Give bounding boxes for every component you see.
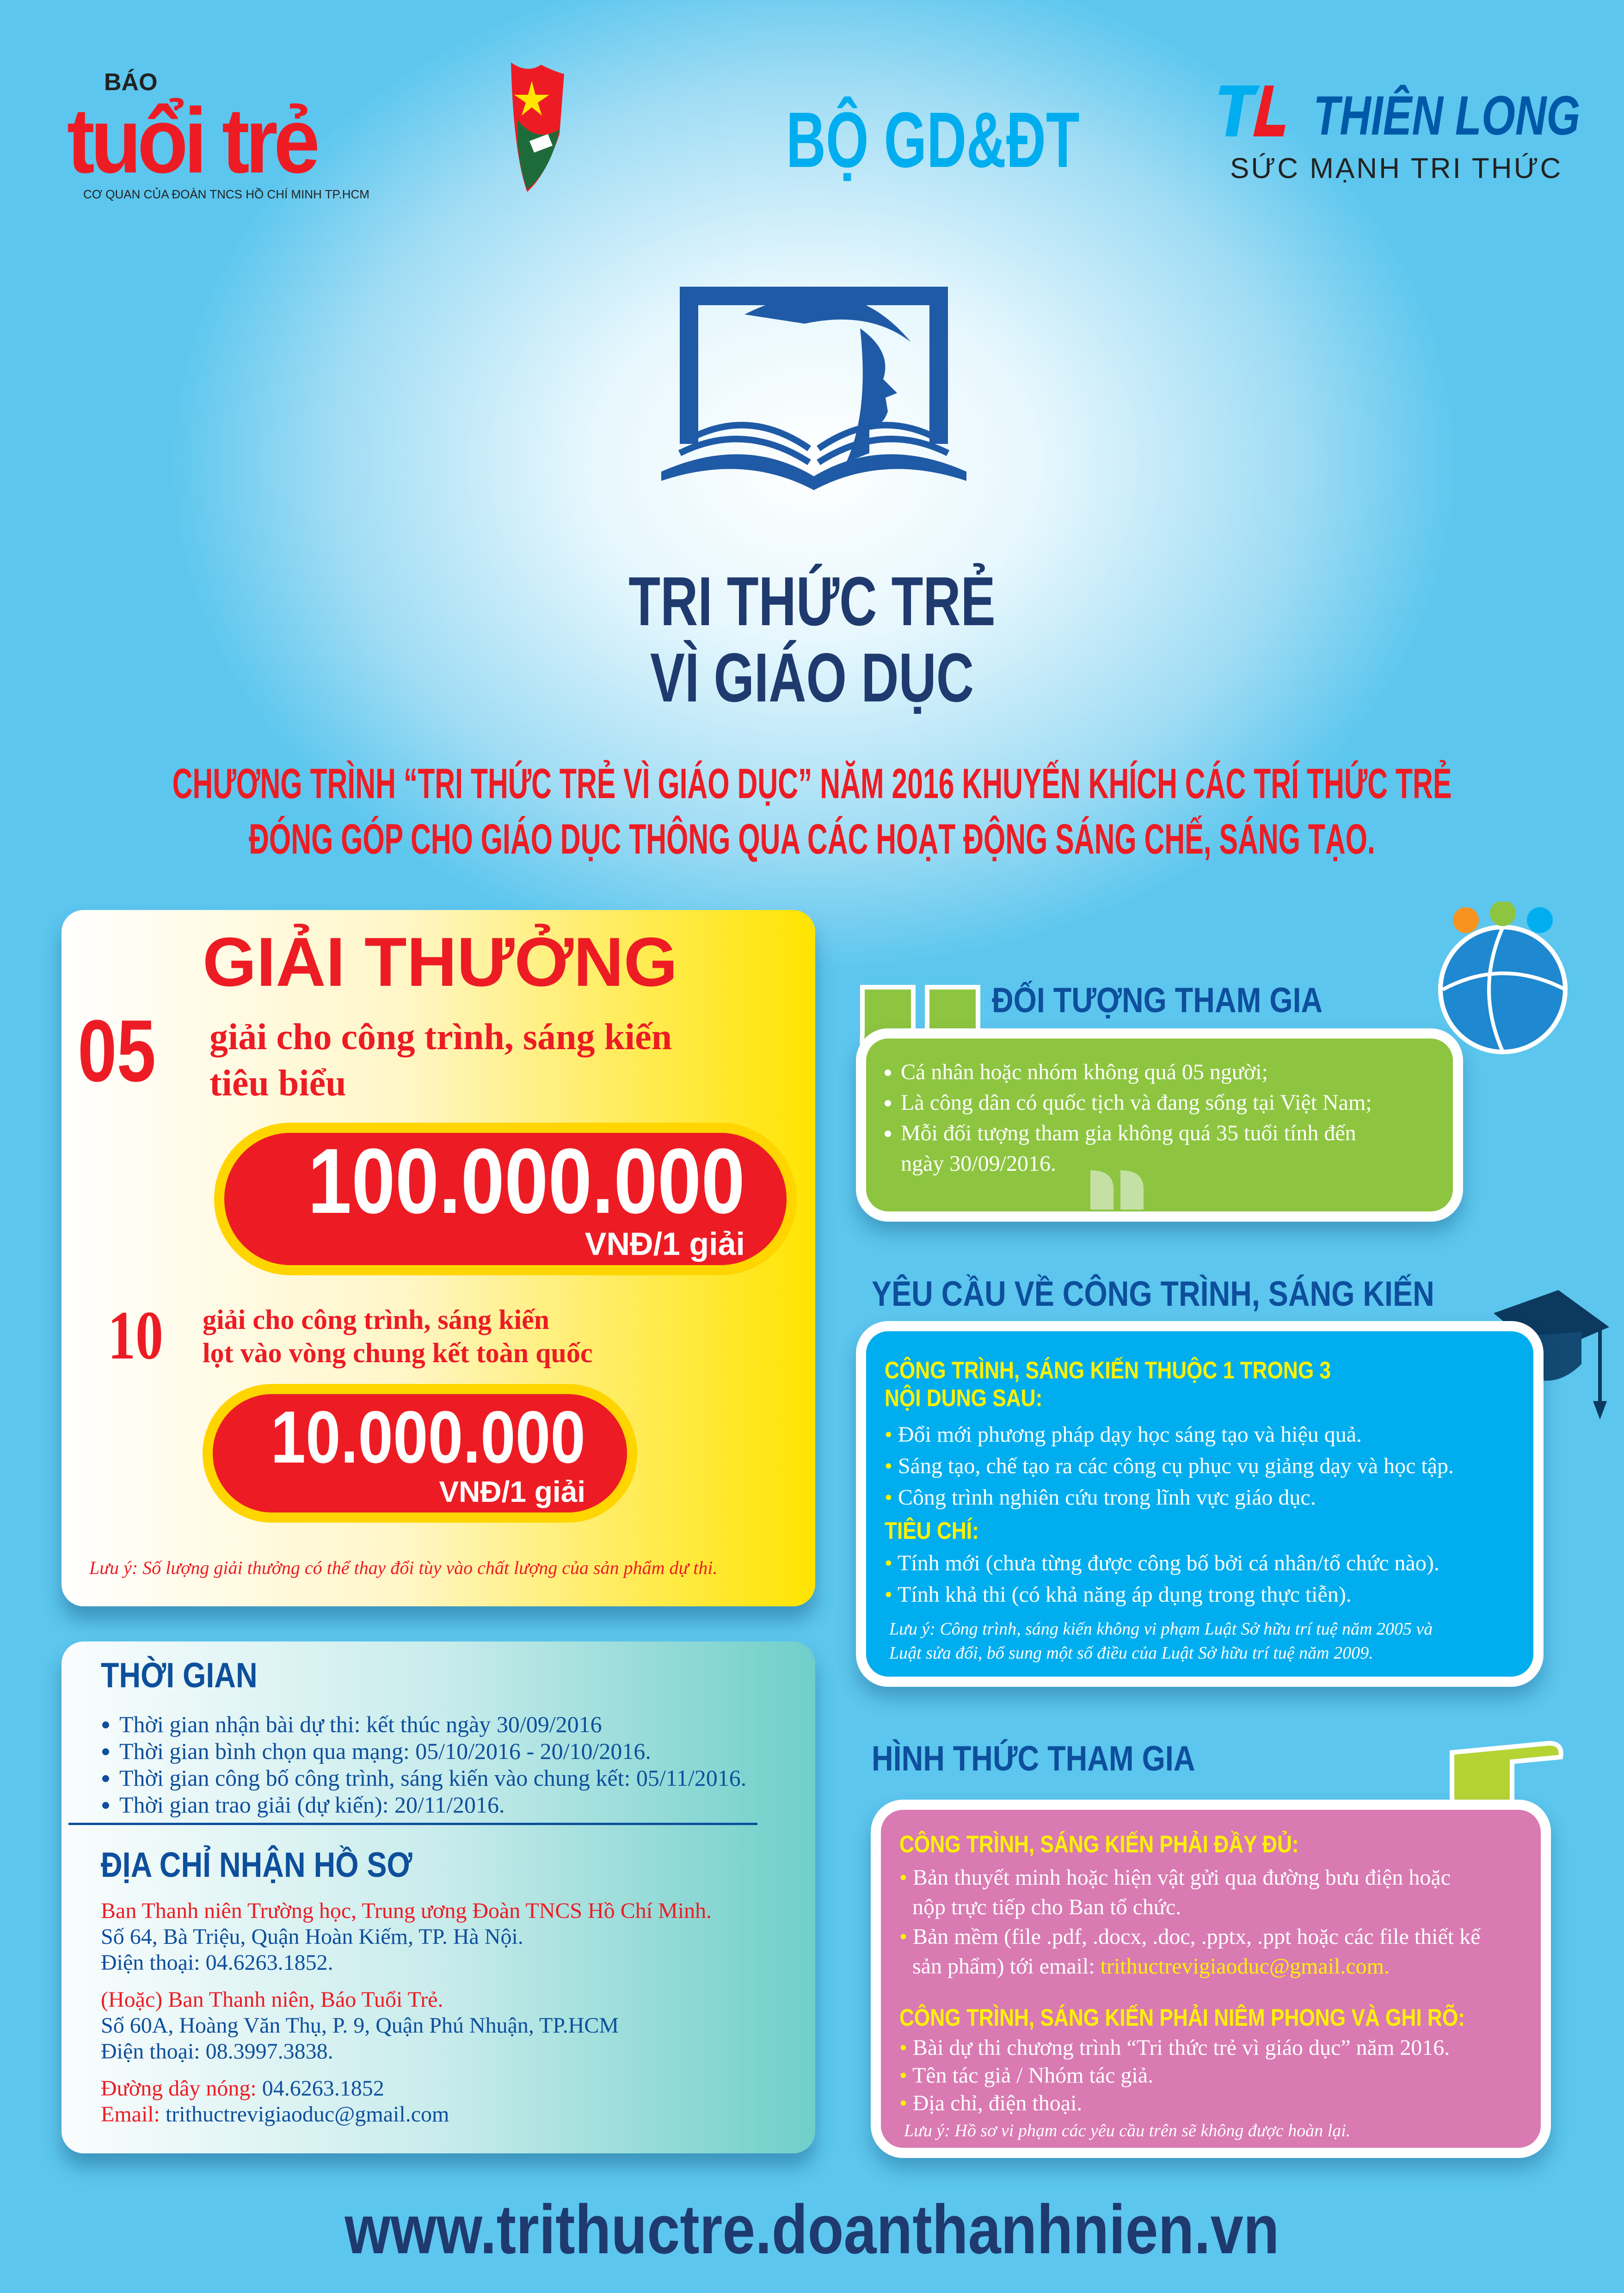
item-text: Bản mềm (file .pdf, .docx, .doc, .pptx, .ppt hoặc các file thiết kế <box>912 1924 1481 1949</box>
close-quote-icon <box>1088 1168 1148 1210</box>
program-title-line2: VÌ GIÁO DỤC <box>650 639 974 716</box>
tier1-amount: 100.000.000 <box>308 1130 745 1233</box>
timeline-item: • Thời gian trao giải (dự kiến): 20/11/2016. <box>119 1791 746 1818</box>
headline-line1: CHƯƠNG TRÌNH “TRI THỨC TRẺ VÌ GIÁO DỤC” NĂM 2016 KHUYẾN KHÍCH CÁC TRÍ THỨC TRẺ <box>172 760 1452 807</box>
email-label: Email: <box>101 2102 160 2127</box>
submission-subtitle: CÔNG TRÌNH, SÁNG KIẾN PHẢI ĐẦY ĐỦ: <box>899 1831 1299 1858</box>
headline-line2: ĐÓNG GÓP CHO GIÁO DỤC THÔNG QUA CÁC HOẠT ĐỘNG SÁNG CHẾ, SÁNG TẠO. <box>249 816 1375 863</box>
criteria-list <box>885 1548 1439 1611</box>
email-link[interactable]: trithuctrevigiaoduc@gmail.com. <box>1100 1954 1390 1979</box>
timeline-title: THỜI GIAN <box>101 1656 258 1695</box>
timeline-item: • Thời gian bình chọn qua mạng: 05/10/2016 - 20/10/2016. <box>119 1738 746 1764</box>
note-line: Lưu ý: Công trình, sáng kiến không vi phạm Luật Sở hữu trí tuệ năm 2005 và <box>889 1619 1433 1639</box>
submission-item: • Bản mềm (file .pdf, .docx, .doc, .pptx, .ppt hoặc các file thiết kế <box>899 1924 1481 1949</box>
requirements-list <box>885 1419 1454 1513</box>
submission-box <box>871 1800 1551 2158</box>
item-text: Bản thuyết minh hoặc hiện vật gửi qua đường bưu điện hoặc <box>912 1865 1451 1890</box>
tier1-count: 05 <box>78 1002 156 1100</box>
item-text: Công trình nghiên cứu trong lĩnh vực giáo dục. <box>898 1485 1316 1510</box>
item-text: nộp trực tiếp cho Ban tổ chức. <box>912 1895 1181 1919</box>
ministry-of-education-logo: BỘ GD&ĐT <box>786 96 1080 184</box>
tier2-desc <box>203 1303 592 1370</box>
tier2-amount: 10.000.000 <box>271 1395 585 1478</box>
address-org: (Hoặc) Ban Thanh niên, Báo Tuổi Trẻ. <box>101 1987 443 2012</box>
tier1-desc-line: giải cho công trình, sáng kiến <box>209 1017 672 1057</box>
requirements-box <box>856 1321 1544 1687</box>
tier2-unit: VNĐ/1 giải <box>439 1475 585 1508</box>
item-text: Bài dự thi chương trình “Tri thức trẻ vì giáo dục” năm 2016. <box>912 2035 1450 2060</box>
hotline-number: 04.6263.1852 <box>262 2076 384 2101</box>
logo-subtitle: CƠ QUAN CỦA ĐOÀN TNCS HỒ CHÍ MINH TP.HCM <box>83 187 369 201</box>
tier2-desc-line: giải cho công trình, sáng kiến <box>203 1304 550 1335</box>
participant-item: • Là công dân có quốc tịch và đang sống tại Việt Nam; <box>901 1088 1372 1118</box>
submission-list <box>899 2034 1450 2117</box>
requirement-item: • Sáng tạo, chế tạo ra các công cụ phục vụ giảng dạy và học tập. <box>885 1454 1454 1478</box>
submission-item: • Bản thuyết minh hoặc hiện vật gửi qua đường bưu điện hoặc <box>899 1865 1451 1890</box>
item-text: Tính khả thi (có khả năng áp dụng trong thực tiễn). <box>897 1582 1352 1607</box>
address-line: Số 60A, Hoàng Văn Thụ, P. 9, Quận Phú Nhuận, TP.HCM <box>101 2013 619 2038</box>
address-line: Số 64, Bà Triệu, Quận Hoàn Kiếm, TP. Hà Nội. <box>101 1924 523 1949</box>
item-text: Đổi mới phương pháp dạy học sáng tạo và hiệu quả. <box>898 1422 1362 1447</box>
logo-text: tuổi trẻ <box>67 89 316 192</box>
tier1-desc-line: tiêu biểu <box>209 1063 346 1104</box>
address-phone: Điện thoại: 04.6263.1852. <box>101 1950 333 1975</box>
timeline-list <box>101 1711 746 1818</box>
logo-text: BÁO <box>104 69 158 96</box>
participant-item: • Cá nhân hoặc nhóm không quá 05 người; <box>901 1057 1372 1088</box>
criteria-item: • Tính mới (chưa từng được công bố bởi cá nhân/tổ chức nào). <box>885 1551 1439 1575</box>
submission-list <box>899 1863 1480 1981</box>
logo-slogan: SỨC MẠNH TRI THỨC <box>1230 153 1563 184</box>
subtitle-line: NỘI DUNG SAU: <box>885 1385 1043 1412</box>
email-link[interactable]: trithuctrevigiaoduc@gmail.com <box>165 2102 449 2127</box>
submission-note: Lưu ý: Hồ sơ vi phạm các yêu cầu trên sẽ không được hoàn lại. <box>904 2121 1351 2140</box>
thien-long-mark-icon <box>1216 81 1309 141</box>
address-title: ĐỊA CHỈ NHẬN HỒ SƠ <box>101 1845 412 1885</box>
criteria-title: TIÊU CHÍ: <box>885 1518 979 1544</box>
tier1-desc <box>209 1014 672 1107</box>
tier2-count: 10 <box>108 1297 163 1374</box>
hotline-label: Đường dây nóng: <box>101 2076 257 2101</box>
requirement-item: • Đổi mới phương pháp dạy học sáng tạo và hiệu quả. <box>885 1422 1362 1447</box>
participants-box <box>856 1028 1463 1222</box>
logo-text: THIÊN LONG <box>1313 85 1581 147</box>
item-text: Địa chỉ, điện thoại. <box>912 2091 1083 2115</box>
prizes-note: Lưu ý: Số lượng giải thưởng có thể thay đổi tùy vào chất lượng của sản phẩm dự thi. <box>89 1557 718 1578</box>
submission-title: HÌNH THỨC THAM GIA <box>872 1739 1195 1778</box>
address-block <box>101 1898 712 2127</box>
requirement-item: • Công trình nghiên cứu trong lĩnh vực giáo dục. <box>885 1485 1316 1510</box>
tier2-amount-pill <box>203 1384 637 1523</box>
participants-list <box>882 1057 1372 1179</box>
participant-item: • Mỗi đối tượng tham gia không quá 35 tuổi tính đến <box>901 1118 1372 1149</box>
subtitle-line: CÔNG TRÌNH, SÁNG KIẾN THUỘC 1 TRONG 3 <box>885 1357 1331 1384</box>
timeline-item: • Thời gian công bố công trình, sáng kiến vào chung kết: 05/11/2016. <box>119 1764 746 1791</box>
participants-title: ĐỐI TƯỢNG THAM GIA <box>992 981 1323 1020</box>
submission-item: • Bài dự thi chương trình “Tri thức trẻ vì giáo dục” năm 2016. <box>899 2035 1450 2060</box>
requirements-subtitle <box>885 1357 1331 1412</box>
website-link[interactable]: www.trithuctre.doanthanhnien.vn <box>344 2190 1280 2268</box>
timeline-item: • Thời gian nhận bài dự thi: kết thúc ngày 30/09/2016 <box>119 1711 746 1738</box>
globe-people-icon <box>1433 902 1572 1054</box>
requirements-title: YÊU CẦU VỀ CÔNG TRÌNH, SÁNG KIẾN <box>872 1274 1434 1314</box>
criteria-item: • Tính khả thi (có khả năng áp dụng trong thực tiễn). <box>885 1582 1352 1607</box>
requirements-note <box>889 1617 1433 1665</box>
tier2-desc-line: lọt vào vòng chung kết toàn quốc <box>203 1338 593 1368</box>
prizes-title: GIẢI THƯỞNG <box>203 923 678 1001</box>
address-org: Ban Thanh niên Trường học, Trung ương Đoàn TNCS Hồ Chí Minh. <box>101 1899 712 1923</box>
submission-item: • Tên tác giả / Nhóm tác giả. <box>899 2063 1154 2088</box>
tier1-unit: VNĐ/1 giải <box>584 1226 745 1262</box>
submission-subtitle: CÔNG TRÌNH, SÁNG KIẾN PHẢI NIÊM PHONG VÀ GHI RÕ: <box>899 2004 1465 2031</box>
participant-item: ngày 30/09/2016. <box>901 1151 1056 1176</box>
prizes-card <box>62 910 815 1606</box>
submission-item: • Địa chỉ, điện thoại. <box>899 2091 1083 2115</box>
program-title-line1: TRI THỨC TRẺ <box>628 562 996 640</box>
item-text: Tính mới (chưa từng được công bố bởi cá nhân/tổ chức nào). <box>897 1551 1439 1575</box>
tier1-amount-pill <box>214 1123 797 1275</box>
address-phone: Điện thoại: 08.3997.3838. <box>101 2039 333 2064</box>
open-book-head-logo-icon <box>652 259 976 555</box>
item-text: sản phẩm) tới email: <box>912 1954 1095 1979</box>
item-text: Sáng tạo, chế tạo ra các công cụ phục vụ giảng dạy và học tập. <box>898 1454 1454 1478</box>
youth-union-emblem-icon <box>509 60 587 194</box>
timeline-address-card <box>62 1641 815 2153</box>
note-line: Luật sửa đổi, bổ sung một số điều của Luật Sở hữu trí tuệ năm 2009. <box>889 1643 1373 1663</box>
divider <box>68 1823 757 1825</box>
item-text: Tên tác giả / Nhóm tác giả. <box>912 2063 1154 2088</box>
